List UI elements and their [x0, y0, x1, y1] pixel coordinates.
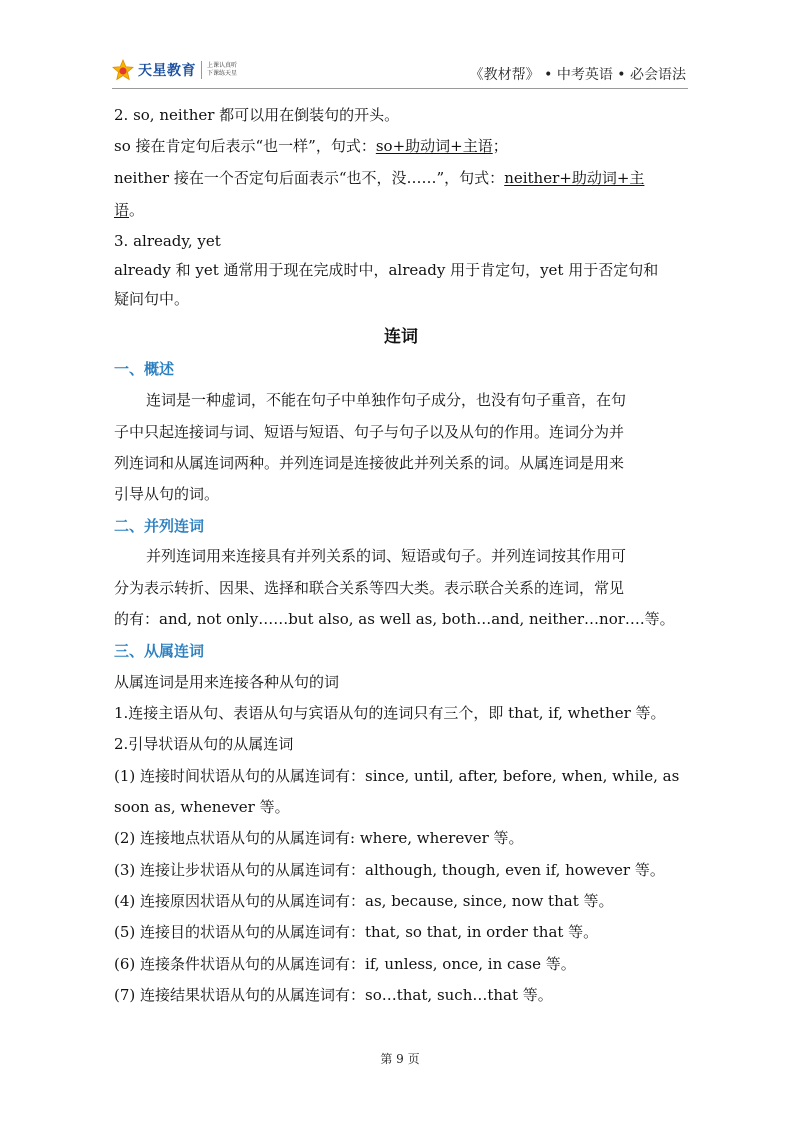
text-line: (4) 连接原因状语从句的从属连词有：as, because, since, now that 等。 [114, 892, 614, 910]
brand-name: 天星教育 [138, 63, 196, 79]
text-line: 2.引导状语从句的从属连词 [114, 735, 294, 753]
logo [112, 58, 237, 82]
logo-divider [201, 61, 202, 79]
text-line: 连词是一种虚词，不能在句子中单独作句子成分，也没有句子重音，在句 [146, 391, 627, 409]
text-line [114, 136, 508, 156]
pattern-underlined: so+助动词+主语 [375, 137, 493, 155]
text-line: (2) 连接地点状语从句的从属连词有: where, wherever 等。 [114, 829, 524, 847]
text-line: 2. so, neither 都可以用在倒装句的开头。 [114, 106, 400, 124]
pattern-underlined: 语 [114, 201, 130, 219]
text-line: 引导从句的词。 [114, 485, 220, 503]
text-span: neither 接在一个否定句后面表示“也不，没……”，句式： [114, 169, 505, 187]
heading-overview: 一、概述 [114, 360, 175, 378]
star-icon [112, 59, 134, 81]
text-line: 1.连接主语从句、表语从句与宾语从句的连词只有三个，即 that, if, whether 等。 [114, 704, 666, 722]
text-span: ； [492, 137, 508, 155]
text-line: soon as, whenever 等。 [114, 798, 290, 816]
text-line: 疑问句中。 [114, 290, 190, 308]
heading-coordinating: 二、并列连词 [114, 517, 205, 535]
page-number: 第 9 页 [380, 1052, 420, 1066]
text-line: (7) 连接结果状语从句的从属连词有：so…that, such…that 等。 [114, 986, 553, 1004]
text-line: already 和 yet 通常用于现在完成时中，already 用于肯定句，yet 用于否定句和 [114, 261, 659, 279]
text-line: 并列连词用来连接具有并列关系的词、短语或句子。并列连词按其作用可 [146, 547, 627, 565]
text-line [114, 200, 144, 220]
text-line [114, 168, 644, 188]
text-line: (1) 连接时间状语从句的从属连词有：since, until, after, before, when, while, as [114, 767, 680, 785]
text-line: (3) 连接让步状语从句的从属连词有：although, though, even if, however 等。 [114, 861, 665, 879]
text-span: so 接在肯定句后表示“也一样”，句式： [114, 137, 376, 155]
text-span: 。 [129, 201, 145, 219]
slogan [207, 62, 237, 78]
heading-subordinating: 三、从属连词 [114, 642, 205, 660]
text-line: 列连词和从属连词两种。并列连词是连接彼此并列关系的词。从属连词是用来 [114, 454, 625, 472]
text-line: (5) 连接目的状语从句的从属连词有：that, so that, in order that 等。 [114, 923, 599, 941]
slogan-line-1: 上课认真听 [207, 62, 238, 69]
page-header [112, 54, 688, 89]
text-line: 的有：and, not only……but also, as well as, both…and, neither…nor….等。 [114, 610, 675, 628]
text-line: 分为表示转折、因果、选择和联合关系等四大类。表示联合关系的连词，常见 [114, 579, 625, 597]
slogan-line-2: 下课练天星 [207, 70, 238, 77]
text-line: 从属连词是用来连接各种从句的词 [114, 673, 340, 691]
header-title: 《教材帮》 • 中考英语 • 必会语法 [469, 67, 686, 83]
text-line: 3. already, yet [114, 232, 221, 250]
text-line: 子中只起连接词与词、短语与短语、句子与句子以及从句的作用。连词分为并 [114, 423, 625, 441]
pattern-underlined: neither+助动词+主 [504, 169, 645, 187]
section-title: 连词 [384, 327, 418, 347]
text-line: (6) 连接条件状语从句的从属连词有：if, unless, once, in case 等。 [114, 955, 576, 973]
